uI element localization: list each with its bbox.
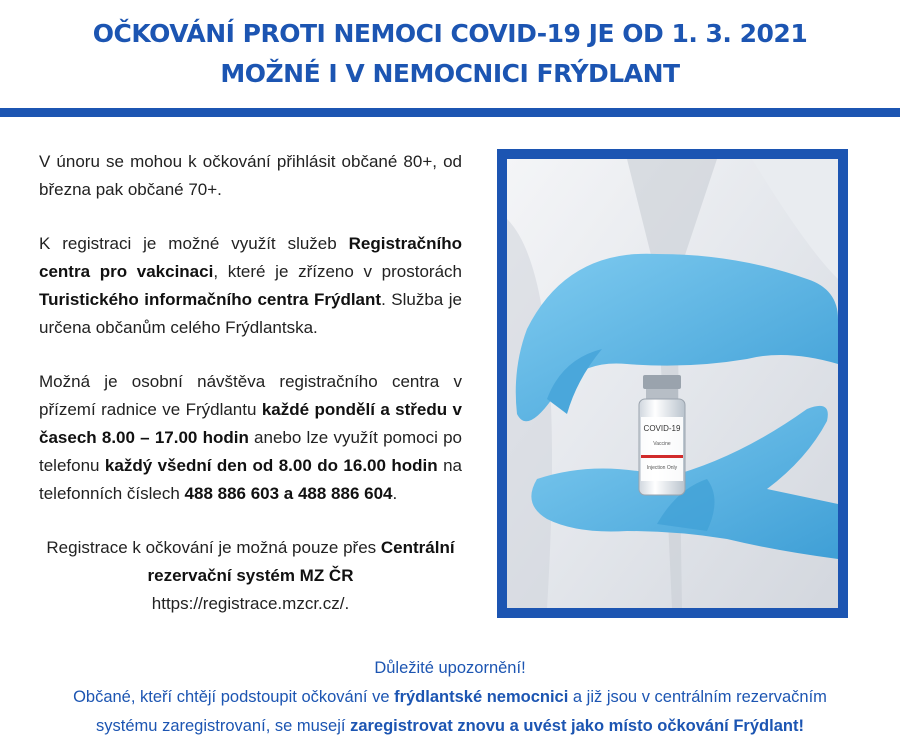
phone-numbers: 488 886 603 a 488 886 604: [184, 484, 393, 503]
title-line-1: OČKOVÁNÍ PROTI NEMOCI COVID-19 JE OD 1. 3. 2021: [92, 19, 808, 48]
vial-label: COVID-19: [643, 424, 681, 433]
registration-center-name: Registračního centra pro vakcinaci: [39, 234, 462, 281]
notice-instruction: zaregistrovat znovu a uvést jako místo očkování Frýdlant!: [350, 717, 804, 735]
paragraph-registration-center: K registraci je možné využít služeb Registračního centra pro vakcinaci, které je zřízeno v prostorách Turistického informačního centra Frýdlant. Služba je určena občanům celého Frýdlantska.: [39, 234, 462, 337]
vial-sub-label-2: Injection Only: [646, 465, 678, 471]
notice-heading: Důležité upozornění!: [374, 659, 526, 677]
registration-url[interactable]: https://registrace.mzcr.cz/.: [151, 594, 350, 613]
important-notice: [0, 654, 900, 741]
paragraph-visit-hours: Možná je osobní návštěva registračního centra v přízemí radnice ve Frýdlantu každé pondělí a středu v časech 8.00 – 17.00 hodin anebo lze využít pomoci po telefonu každý všední den od 8.00 do 16.00 hodin na telefonních číslech 488 886 603 a 488 886 604.: [39, 372, 462, 503]
tourist-info-center-name: Turistického informačního centra Frýdlant: [39, 290, 382, 309]
page-title: [0, 14, 900, 94]
notice-line-1: Občané, kteří chtějí podstoupit očkování ve frýdlantské nemocnici a již jsou v centrálním rezervačním: [73, 688, 827, 706]
visit-days: každé pondělí a středu v časech 8.00 – 17.00 hodin: [39, 400, 462, 447]
vial-sub-label-1: Vaccine: [653, 441, 671, 447]
central-system-name: Centrální rezervační systém MZ ČR: [147, 538, 455, 585]
main-text: [39, 148, 462, 644]
header-divider: [0, 108, 900, 117]
vaccine-photo-frame: [497, 149, 848, 618]
phone-hours: každý všední den od 8.00 do 16.00 hodin: [104, 456, 438, 475]
paragraph-age-groups: V únoru se mohou k očkování přihlásit občané 80+, od března pak občané 70+.: [39, 152, 462, 199]
paragraph-central-system: Registrace k očkování je možná pouze přes Centrální rezervační systém MZ ČR https://registrace.mzcr.cz/.: [46, 538, 455, 613]
vaccine-photo: [507, 159, 838, 608]
notice-hospital: frýdlantské nemocnici: [394, 688, 569, 706]
title-line-2: MOŽNÉ I V NEMOCNICI FRÝDLANT: [220, 59, 680, 88]
notice-line-2: systému zaregistrovaní, se musejí zaregistrovat znovu a uvést jako místo očkování Frýdlant!: [96, 717, 804, 735]
